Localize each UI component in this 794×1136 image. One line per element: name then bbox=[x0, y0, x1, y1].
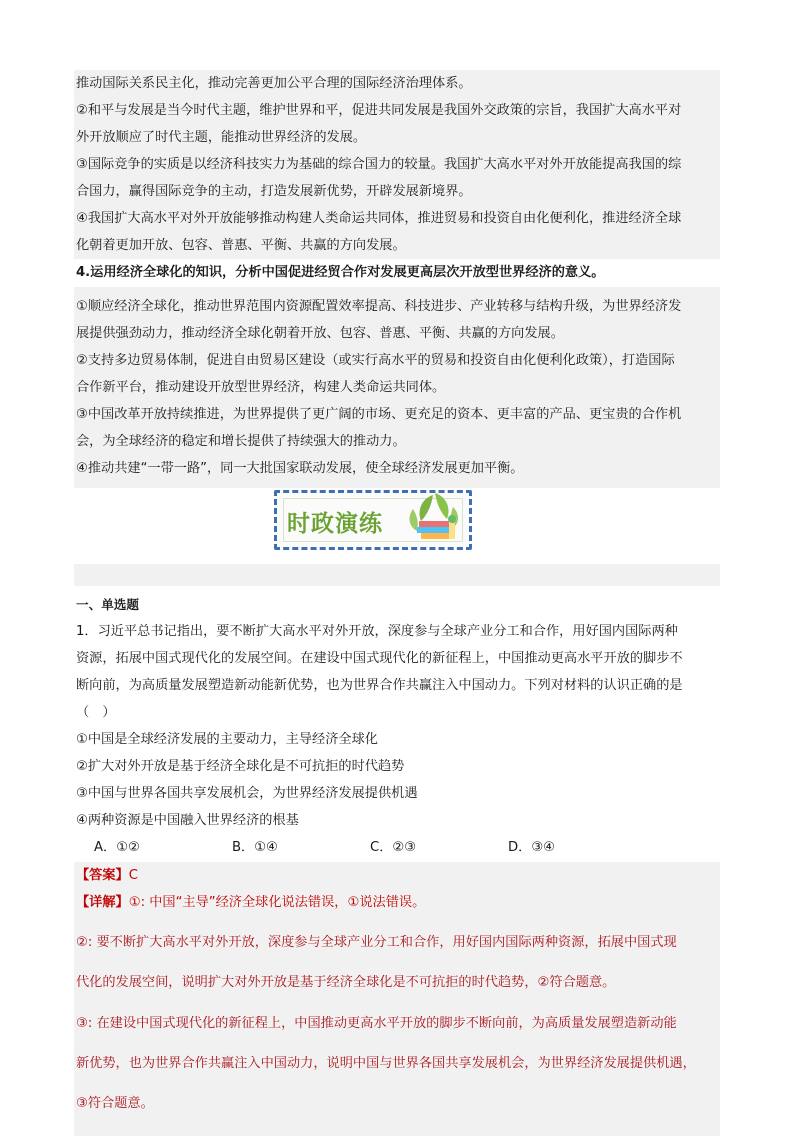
option-d: D．③④ bbox=[508, 840, 555, 855]
text-line: 化朝着更加开放、包容、普惠、平衡、共赢的方向发展。 bbox=[76, 238, 406, 253]
text-line: ④推动共建“一带一路”，同一大批国家联动发展，使全球经济发展更加平衡。 bbox=[76, 461, 524, 476]
answer-value: C bbox=[128, 868, 138, 883]
text-line: 会，为全球经济的稳定和增长提供了持续强大的推动力。 bbox=[76, 434, 406, 449]
detail-line: ②: 要不断扩大高水平对外开放，深度参与全球产业分工和合作，用好国内国际两种资源，拓展中国式现 bbox=[76, 935, 677, 951]
option-b: B．①④ bbox=[232, 840, 278, 855]
section-banner-row bbox=[74, 488, 720, 564]
answer-line bbox=[74, 862, 720, 889]
question-line: 断向前，为高质量发展塑造新动能新优势，也为世界合作共赢注入中国动力。下列对材料的认识正确的是 bbox=[76, 678, 683, 693]
banner-title: 时政演练 bbox=[287, 511, 383, 537]
detail-line: ③: 在建设中国式现代化的新征程上，中国推动更高水平开放的脚步不断向前，为高质量发展塑造新动能 bbox=[76, 1015, 677, 1031]
text-line: ②支持多边贸易体制，促进自由贸易区建设（或实行高水平的贸易和投资自由化便利化政策），打造国际 bbox=[76, 353, 675, 368]
detail-line: ③符合题意。 bbox=[76, 1095, 154, 1111]
books-plant-icon bbox=[403, 487, 463, 549]
text-line: ③中国改革开放持续推进，为世界提供了更广阔的市场、更充足的资本、更丰富的产品、更宝贵的合作机 bbox=[76, 407, 682, 422]
answer-label: 【答案】 bbox=[76, 868, 129, 883]
banner-strip bbox=[74, 564, 720, 586]
text-line: ④我国扩大高水平对外开放能够推动构建人类命运共同体，推进贸易和投资自由化便利化，推进经济全球 bbox=[76, 211, 682, 226]
question-line: 1．习近平总书记指出，要不断扩大高水平对外开放，深度参与全球产业分工和合作，用好国内国际两种 bbox=[76, 624, 678, 639]
detail-text: ①: 中国“主导”经济全球化说法错误，①说法错误。 bbox=[128, 895, 426, 910]
answer-options bbox=[74, 834, 720, 862]
text-line: 外开放顺应了时代主题，能推动世界经济的发展。 bbox=[76, 130, 367, 145]
answer-block-top bbox=[74, 70, 720, 259]
option-a: A．①② bbox=[94, 840, 140, 855]
answer-explanation-block bbox=[74, 862, 720, 1136]
text-line: 展提供强劲动力，推动经济全球化朝着开放、包容、普惠、平衡、共赢的方向发展。 bbox=[76, 326, 564, 341]
text-line: 合国力，赢得国际竞争的主动，打造发展新优势，开辟发展新境界。 bbox=[76, 184, 472, 199]
text-line: ③国际竞争的实质是以经济科技实力为基础的综合国力的较量。我国扩大高水平对外开放能提高我国的综 bbox=[76, 157, 682, 172]
detail-line: 新优势，也为世界合作共赢注入中国动力，说明中国与世界各国共享发展机会，为世界经济发展提供机遇， bbox=[76, 1055, 696, 1071]
detail-label: 【详解】 bbox=[76, 895, 129, 910]
statement-line: ①中国是全球经济发展的主要动力，主导经济全球化 bbox=[76, 732, 378, 747]
section-4-question: 4.运用经济全球化的知识，分析中国促进经贸合作对发展更高层次开放型世界经济的意义。 bbox=[76, 265, 605, 280]
question-line: （ ） bbox=[76, 705, 116, 720]
detail-line: 代化的发展空间，说明扩大对外开放是基于经济全球化是不可抗拒的时代趋势，②符合题意。 bbox=[76, 975, 616, 991]
detail-line bbox=[74, 889, 720, 916]
section-banner bbox=[274, 490, 472, 550]
statement-line: ③中国与世界各国共享发展机会，为世界经济发展提供机遇 bbox=[76, 786, 418, 801]
statement-line: ②扩大对外开放是基于经济全球化是不可抗拒的时代趋势 bbox=[76, 759, 405, 774]
text-line: ②和平与发展是当今时代主题，维护世界和平，促进共同发展是我国外交政策的宗旨，我国扩大高水平对 bbox=[76, 103, 682, 118]
option-c: C．②③ bbox=[370, 840, 417, 855]
text-line: 推动国际关系民主化，推动完善更加公平合理的国际经济治理体系。 bbox=[76, 76, 472, 91]
text-line: ①顺应经济全球化，推动世界范围内资源配置效率提高、科技进步、产业转移与结构升级，为世界经济发 bbox=[76, 299, 682, 314]
answer-block-section-4 bbox=[74, 287, 720, 488]
statement-line: ④两种资源是中国融入世界经济的根基 bbox=[76, 813, 299, 828]
document-page bbox=[74, 70, 720, 1136]
question-line: 资源，拓展中国式现代化的发展空间。在建设中国式现代化的新征程上，中国推动更高水平开放的脚步不 bbox=[76, 651, 683, 666]
question-type-heading: 一、单选题 bbox=[76, 597, 139, 612]
text-line: 合作新平台，推动建设开放型世界经济，构建人类命运共同体。 bbox=[76, 380, 446, 395]
